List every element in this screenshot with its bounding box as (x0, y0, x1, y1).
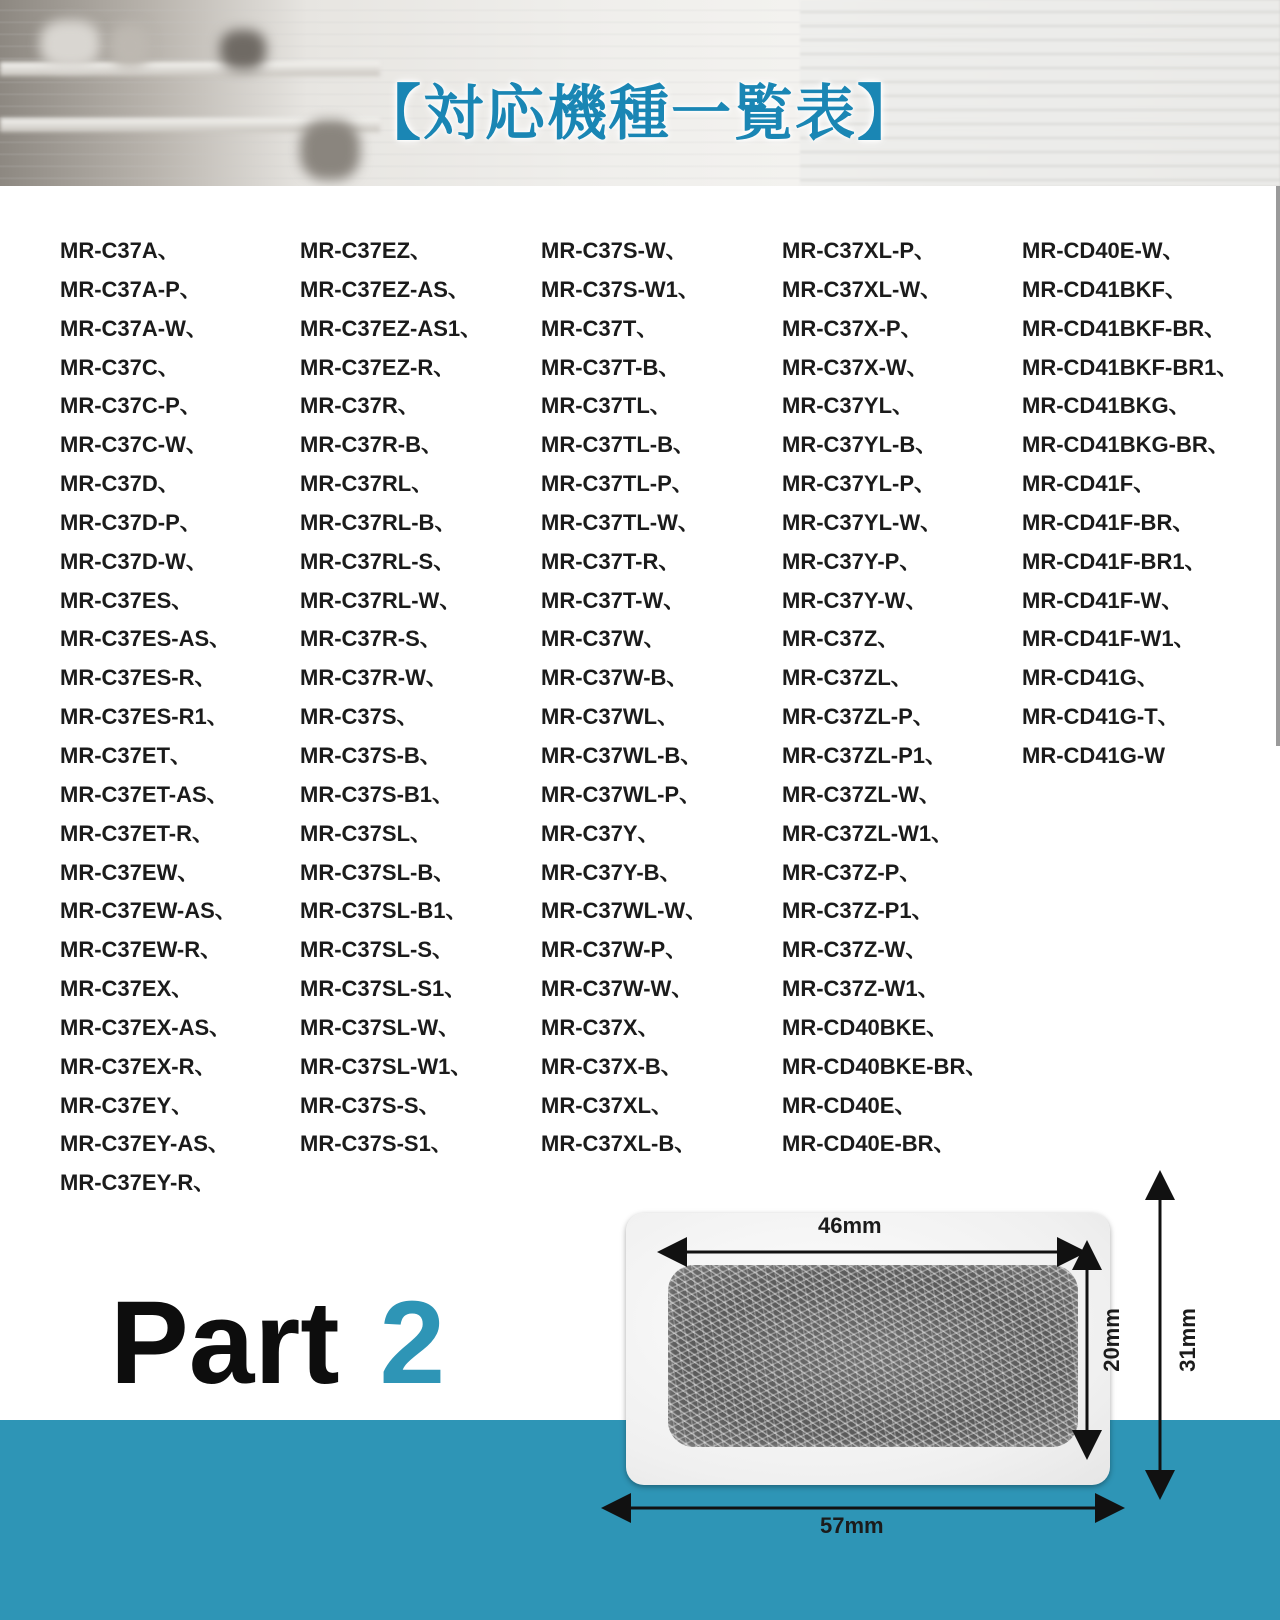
page-title: 【対応機種一覧表】 (361, 79, 919, 149)
model-item: MR-C37ES-R、 (60, 665, 217, 691)
model-item: MR-C37WL-W、 (541, 898, 708, 924)
model-item: MR-C37RL-B、 (300, 509, 457, 535)
model-item: MR-C37EZ-R、 (300, 354, 456, 380)
model-item: MR-C37SL-S1、 (300, 976, 467, 1002)
part-number: 2 (379, 1277, 446, 1409)
model-item: MR-C37ZL-P1、 (782, 742, 948, 768)
part-heading (110, 1278, 445, 1408)
jar-decoration (110, 24, 150, 68)
model-item: MR-C37W、 (541, 626, 666, 652)
jar-decoration (220, 30, 266, 70)
model-item: MR-C37Z-P1、 (782, 898, 934, 924)
model-item: MR-C37TL-B、 (541, 432, 695, 458)
model-item: MR-CD41BKF-BR、 (1022, 315, 1227, 341)
model-item: MR-C37D-P、 (60, 509, 202, 535)
model-item: MR-C37EX-AS、 (60, 1014, 232, 1040)
model-item: MR-C37S、 (300, 704, 419, 730)
model-item: MR-C37EW-AS、 (60, 898, 237, 924)
model-item: MR-C37EY-R、 (60, 1170, 216, 1196)
model-item: MR-C37W-B、 (541, 665, 689, 691)
model-item: MR-C37SL-W1、 (300, 1053, 473, 1079)
model-item: MR-C37D、 (60, 471, 180, 497)
model-item: MR-C37Y-B、 (541, 859, 682, 885)
model-item: MR-C37W-P、 (541, 937, 688, 963)
model-item: MR-C37ES、 (60, 587, 194, 613)
model-item: MR-CD41F-BR1、 (1022, 548, 1207, 574)
model-item: MR-C37X-P、 (782, 315, 923, 341)
model-item: MR-C37X、 (541, 1014, 660, 1040)
edge-strip (1276, 186, 1280, 746)
model-item: MR-C37X-W、 (782, 354, 929, 380)
model-item: MR-CD40E-BR、 (782, 1131, 956, 1157)
model-item: MR-C37EX-R、 (60, 1053, 217, 1079)
model-item: MR-C37T、 (541, 315, 659, 341)
header-banner (0, 0, 1280, 186)
model-item: MR-C37TL-P、 (541, 471, 694, 497)
model-item: MR-C37S-B1、 (300, 781, 455, 807)
model-item: MR-C37XL-W、 (782, 276, 943, 302)
model-item: MR-C37W-W、 (541, 976, 694, 1002)
model-item: MR-C37EZ、 (300, 238, 433, 263)
model-item: MR-C37ES-AS、 (60, 626, 232, 652)
model-item: MR-C37RL-S、 (300, 548, 456, 574)
model-item: MR-C37SL、 (300, 820, 433, 846)
model-item: MR-C37S-B、 (300, 742, 442, 768)
model-item: MR-CD41BKG-BR、 (1022, 432, 1230, 458)
models-column (300, 232, 540, 1164)
model-item: MR-C37ZL-P、 (782, 704, 935, 730)
model-item: MR-C37EY-AS、 (60, 1131, 230, 1157)
models-column (541, 232, 781, 1164)
model-item: MR-C37Z、 (782, 626, 900, 652)
model-item: MR-CD41G、 (1022, 665, 1159, 691)
part-word: Part (110, 1277, 340, 1409)
model-item: MR-CD40BKE-BR、 (782, 1053, 988, 1079)
model-item: MR-C37YL、 (782, 393, 915, 419)
model-item: MR-C37ZL、 (782, 665, 913, 691)
outer-height-label: 31mm (1174, 1308, 1200, 1372)
models-column (60, 232, 300, 1203)
model-item: MR-C37C-W、 (60, 432, 208, 458)
model-item: MR-C37Y、 (541, 820, 660, 846)
model-item: MR-C37S-S、 (300, 1092, 441, 1118)
model-item: MR-C37ET-R、 (60, 820, 215, 846)
model-item: MR-C37X-B、 (541, 1053, 683, 1079)
model-item: MR-CD41G-W (1022, 742, 1165, 768)
model-item: MR-CD41F-BR、 (1022, 509, 1195, 535)
model-item: MR-C37XL-B、 (541, 1131, 697, 1157)
models-column (782, 232, 1022, 1164)
model-item: MR-C37EZ-AS1、 (300, 315, 483, 341)
model-item: MR-C37Z-W1、 (782, 976, 940, 1002)
model-item: MR-C37R-B、 (300, 432, 444, 458)
model-item: MR-CD41F-W1、 (1022, 626, 1196, 652)
model-item: MR-C37Z-W、 (782, 937, 928, 963)
model-item: MR-C37C-P、 (60, 393, 202, 419)
model-item: MR-C37T-B、 (541, 354, 681, 380)
model-item: MR-CD40E、 (782, 1092, 917, 1118)
filter-dimension-diagram (610, 1195, 1210, 1555)
model-item: MR-C37XL、 (541, 1092, 674, 1118)
model-item: MR-CD41BKG、 (1022, 393, 1191, 419)
dimension-arrows (610, 1195, 1210, 1555)
model-item: MR-C37R-S、 (300, 626, 442, 652)
model-item: MR-CD40BKE、 (782, 1014, 949, 1040)
model-item: MR-C37EY、 (60, 1092, 194, 1118)
model-item: MR-C37C、 (60, 354, 180, 380)
model-item: MR-C37Z-P、 (782, 859, 922, 885)
model-item: MR-C37WL、 (541, 704, 680, 730)
model-item: MR-C37YL-W、 (782, 509, 943, 535)
model-item: MR-C37TL、 (541, 393, 672, 419)
model-item: MR-C37TL-W、 (541, 509, 700, 535)
model-item: MR-CD41BKF-BR1、 (1022, 354, 1239, 380)
model-item: MR-C37R-W、 (300, 665, 448, 691)
outer-width-label: 57mm (820, 1513, 884, 1538)
model-item: MR-C37YL-B、 (782, 432, 938, 458)
model-item: MR-C37WL-P、 (541, 781, 702, 807)
model-item: MR-C37ZL-W、 (782, 781, 941, 807)
model-item: MR-C37YL-P、 (782, 471, 937, 497)
model-item: MR-C37RL、 (300, 471, 434, 497)
model-item: MR-C37SL-S、 (300, 937, 455, 963)
model-item: MR-C37SL-B、 (300, 859, 456, 885)
model-item: MR-C37ET-AS、 (60, 781, 229, 807)
model-item: MR-C37EX、 (60, 976, 194, 1002)
model-item: MR-C37WL-B、 (541, 742, 703, 768)
model-item: MR-C37Y-W、 (782, 587, 928, 613)
model-item: MR-CD40E-W、 (1022, 238, 1185, 263)
model-item: MR-C37SL-W、 (300, 1014, 461, 1040)
model-item: MR-C37S-W、 (541, 238, 688, 263)
model-item: MR-C37S-S1、 (300, 1131, 453, 1157)
model-item: MR-C37ES-R1、 (60, 704, 229, 730)
inner-height-label: 20mm (1098, 1308, 1124, 1372)
model-item: MR-C37A、 (60, 238, 180, 263)
model-item: MR-C37ET、 (60, 742, 193, 768)
model-item: MR-CD41F、 (1022, 471, 1156, 497)
models-column (1022, 232, 1262, 776)
model-item: MR-C37A-W、 (60, 315, 208, 341)
model-item: MR-CD41F-W、 (1022, 587, 1184, 613)
model-item: MR-C37Y-P、 (782, 548, 922, 574)
model-item: MR-C37T-R、 (541, 548, 681, 574)
model-item: MR-C37EZ-AS、 (300, 276, 470, 302)
model-item: MR-C37RL-W、 (300, 587, 462, 613)
model-item: MR-C37S-W1、 (541, 276, 700, 302)
model-item: MR-C37EW-R、 (60, 937, 223, 963)
model-item: MR-C37D-W、 (60, 548, 208, 574)
model-item: MR-C37SL-B1、 (300, 898, 468, 924)
model-item: MR-C37A-P、 (60, 276, 202, 302)
model-item: MR-CD41G-T、 (1022, 704, 1180, 730)
model-item: MR-C37T-W、 (541, 587, 686, 613)
model-item: MR-CD41BKF、 (1022, 276, 1188, 302)
model-item: MR-C37XL-P、 (782, 238, 937, 263)
model-item: MR-C37ZL-W1、 (782, 820, 954, 846)
inner-width-label: 46mm (818, 1213, 882, 1238)
model-item: MR-C37R、 (300, 393, 420, 419)
model-item: MR-C37EW、 (60, 859, 200, 885)
jar-decoration (40, 20, 100, 68)
